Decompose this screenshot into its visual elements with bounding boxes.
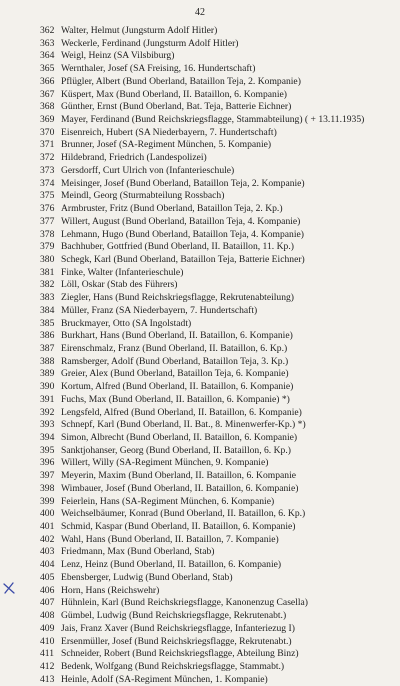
entry-text: Jais, Franz Xaver (Bund Reichskriegsflagge, Infanteriezug I) [61,622,295,634]
entry-number: 364 [40,50,55,62]
list-item [40,292,396,305]
list-item [40,648,396,661]
entry-number: 399 [40,495,55,507]
list-item [40,38,396,51]
list-item [40,432,396,445]
entry-text: Schneider, Robert (Bund Reichskriegsflagge, Abteilung Binz) [61,648,299,660]
entry-number: 370 [40,126,55,138]
entry-number: 395 [40,444,55,456]
list-item [40,407,396,420]
entry-number: 394 [40,432,55,443]
entry-text: Willert, August (Bund Oberland, Bataillon Teja, 4. Kompanie) [61,215,301,227]
list-item [40,343,396,356]
entry-text: Simon, Albrecht (Bund Oberland, II. Bataillon, 6. Kompanie) [61,432,298,443]
entry-text: Bruckmayer, Otto (SA Ingolstadt) [61,317,192,329]
entry-text: Meisinger, Josef (Bund Oberland, Bataillon Teja, 2. Kompanie) [61,177,305,189]
entry-text: Heinle, Adolf (SA-Regiment München, 1. Kompanie) [61,673,268,685]
list-item [40,267,396,280]
entry-text: Hildebrand, Friedrich (Landespolizei) [61,152,207,164]
entry-text: Fuchs, Max (Bund Oberland, II. Bataillon, 6. Kompanie) *) [61,393,290,405]
entry-number: 383 [40,292,55,304]
entry-number: 377 [40,215,55,227]
entry-number: 387 [40,342,55,354]
list-item [40,470,396,483]
list-item [40,50,396,63]
entry-text: Wahl, Hans (Bund Oberland, II. Bataillon, 7. Kompanie) [61,533,279,545]
entry-number: 396 [40,457,55,469]
list-item [40,559,396,572]
entry-number: 381 [40,266,55,278]
entry-number: 411 [40,648,55,660]
entry-number: 393 [40,419,55,431]
list-item [40,165,396,178]
list-item [40,114,396,127]
entry-text: Horn, Hans (Reichswehr) [61,584,160,596]
entry-number: 403 [40,546,55,558]
list-item [40,381,396,394]
list-item [40,661,396,674]
entry-number: 363 [40,37,55,49]
entry-text: Schmid, Kaspar (Bund Oberland, II. Bataillon, 6. Kompanie) [61,521,296,533]
entry-text: Lenz, Heinz (Bund Oberland, II. Bataillon, 6. Kompanie) [61,559,282,571]
entry-number: 409 [40,622,55,634]
entry-number: 379 [40,241,55,253]
entry-text: Ramsberger, Adolf (Bund Oberland, Bataillon Teja, 3. Kp.) [61,355,289,367]
entry-text: Schegk, Karl (Bund Oberland, Bataillon Teja, Batterie Eichner) [61,253,305,265]
entry-number: 413 [40,673,55,685]
entry-text: Finke, Walter (Infanterieschule) [61,266,184,278]
list-item [40,546,396,559]
list-item [40,508,396,521]
entry-text: Pflügler, Albert (Bund Oberland, Bataillon Teja, 2. Kompanie) [61,75,301,87]
entry-text: Mayer, Ferdinand (Bund Reichskriegsflagge, Stammabteilung) ( + 13.11.1935) [61,114,365,126]
list-item [40,178,396,191]
list-item [40,127,396,140]
entry-text: Bedenk, Wolfgang (Bund Reichskriegsflagge, Stammabt.) [61,660,285,672]
entry-number: 374 [40,177,55,189]
list-item [40,216,396,229]
entry-number: 407 [40,597,55,609]
entry-number: 380 [40,253,55,265]
entry-text: Weichselbäumer, Konrad (Bund Oberland, II. Bataillon, 6. Kp.) [61,508,306,520]
entry-text: Eirenschmalz, Franz (Bund Oberland, II. Bataillon, 6. Kp.) [61,342,288,354]
entry-number: 401 [40,521,55,533]
list-item [40,76,396,89]
entry-number: 388 [40,355,55,367]
list-item [40,394,396,407]
list-item [40,254,396,267]
list-item [40,368,396,381]
list-item [40,89,396,102]
entry-text: Wernthaler, Josef (SA Freising, 16. Hundertschaft) [61,63,256,75]
list-item [40,63,396,76]
entry-text: Günther, Ernst (Bund Oberland, Bat. Teja, Batterie Eichner) [61,101,292,113]
entry-number: 391 [40,393,55,405]
list-item [40,585,396,598]
list-item [40,318,396,331]
entry-number: 410 [40,635,55,647]
list-item [40,483,396,496]
entry-text: Kortum, Alfred (Bund Oberland, II. Bataillon, 6. Kompanie) [61,381,294,393]
entry-number: 405 [40,571,55,583]
entry-number: 400 [40,508,55,520]
entry-text: Meindl, Georg (Sturmabteilung Rossbach) [61,190,225,202]
entry-number: 385 [40,317,55,329]
entry-number: 369 [40,114,55,126]
entry-number: 371 [40,139,55,151]
list-item [40,457,396,470]
entry-text: Brunner, Josef (SA-Regiment München, 5. Kompanie) [61,139,272,151]
entry-text: Ersenmüller, Josef (Bund Reichskriegsflagge, Rekrutenabt.) [61,635,292,647]
list-item [40,241,396,254]
list-item [40,636,396,649]
entry-text: Willert, Willy (SA-Regiment München, 9. Kompanie) [61,457,269,469]
list-item [40,330,396,343]
entry-number: 376 [40,203,55,215]
entry-text: Hühnlein, Karl (Bund Reichskriegsflagge, Kanonenzug Casella) [61,597,308,609]
list-item [40,25,396,38]
entry-number: 397 [40,470,55,482]
list-item [40,572,396,585]
entry-text: Walter, Helmut (Jungsturm Adolf Hitler) [61,25,218,36]
handwritten-x-mark-icon [2,581,16,595]
list-item [40,305,396,318]
list-item [40,623,396,636]
list-item [40,445,396,458]
list-item [40,229,396,242]
entry-number: 402 [40,533,55,545]
list-item [40,139,396,152]
entry-text: Müller, Franz (SA Niederbayern, 7. Hundertschaft) [61,304,258,316]
entry-number: 389 [40,368,55,380]
entry-number: 365 [40,63,55,75]
entry-text: Küspert, Max (Bund Oberland, II. Bataillon, 6. Kompanie) [61,88,287,100]
entry-number: 398 [40,482,55,494]
entry-text: Greier, Alex (Bund Oberland, Bataillon Teja, 6. Kompanie) [61,368,289,380]
entry-text: Burkhart, Hans (Bund Oberland, II. Bataillon, 6. Kompanie) [61,330,293,342]
entry-number: 368 [40,101,55,113]
entry-text: Feierlein, Hans (SA-Regiment München, 6. Kompanie) [61,495,275,507]
entry-text: Löll, Oskar (Stab des Führers) [61,279,178,291]
list-item [40,101,396,114]
entry-text: Weckerle, Ferdinand (Jungsturm Adolf Hitler) [61,37,239,49]
list-item [40,496,396,509]
entry-number: 390 [40,381,55,393]
entry-number: 386 [40,330,55,342]
entry-text: Wimbauer, Josef (Bund Oberland, II. Bataillon, 6. Kompanie) [61,482,299,494]
list-item [40,190,396,203]
entry-text: Bachhuber, Gottfried (Bund Oberland, II. Bataillon, 11. Kp.) [61,241,294,253]
entry-number: 373 [40,164,55,176]
list-item [40,152,396,165]
list-item [40,521,396,534]
entry-text: Sanktjohanser, Georg (Bund Oberland, II. Bataillon, 6. Kp.) [61,444,291,456]
entry-number: 372 [40,152,55,164]
entry-number: 378 [40,228,55,240]
entry-text: Schnepf, Karl (Bund Oberland, II. Bat., 8. Minenwerfer-Kp.) *) [61,419,306,431]
list-item [40,203,396,216]
entry-text: Eisenreich, Hubert (SA Niederbayern, 7. Hundertschaft) [61,126,277,138]
entry-number: 408 [40,610,55,622]
entry-text: Lehmann, Hugo (Bund Oberland, Bataillon Teja, 4. Kompanie) [61,228,304,240]
entry-number: 367 [40,88,55,100]
entry-number: 404 [40,559,55,571]
entry-number: 366 [40,75,55,87]
list-item [40,597,396,610]
entry-text: Ziegler, Hans (Bund Reichskriegsflagge, Rekrutenabteilung) [61,292,294,304]
list-item [40,419,396,432]
entry-text: Friedmann, Max (Bund Oberland, Stab) [61,546,215,558]
entry-number: 375 [40,190,55,202]
entry-number: 382 [40,279,55,291]
page-number: 42 [195,7,205,18]
list-item [40,610,396,623]
entry-text: Gümbel, Ludwig (Bund Reichskriegsflagge, Rekrutenabt.) [61,610,287,622]
entry-text: Meyerin, Maxim (Bund Oberland, II. Bataillon, 6. Kompanie [61,470,296,482]
entry-number: 406 [40,584,55,596]
entry-number: 412 [40,660,55,672]
entry-text: Ebensberger, Ludwig (Bund Oberland, Stab) [61,571,233,583]
list-item [40,356,396,369]
entry-text: Gersdorff, Curt Ulrich von (Infanterieschule) [61,164,235,176]
entry-number: 392 [40,406,55,418]
list-item [40,279,396,292]
entry-number: 362 [40,25,55,36]
entry-text: Armbruster, Fritz (Bund Oberland, Bataillon Teja, 2. Kp.) [61,203,283,215]
entry-text: Lengsfeld, Alfred (Bund Oberland, II. Bataillon, 6. Kompanie) [61,406,302,418]
name-list [40,25,396,686]
entry-text: Weigl, Heinz (SA Vilsbiburg) [61,50,175,62]
list-item [40,534,396,547]
entry-number: 384 [40,304,55,316]
